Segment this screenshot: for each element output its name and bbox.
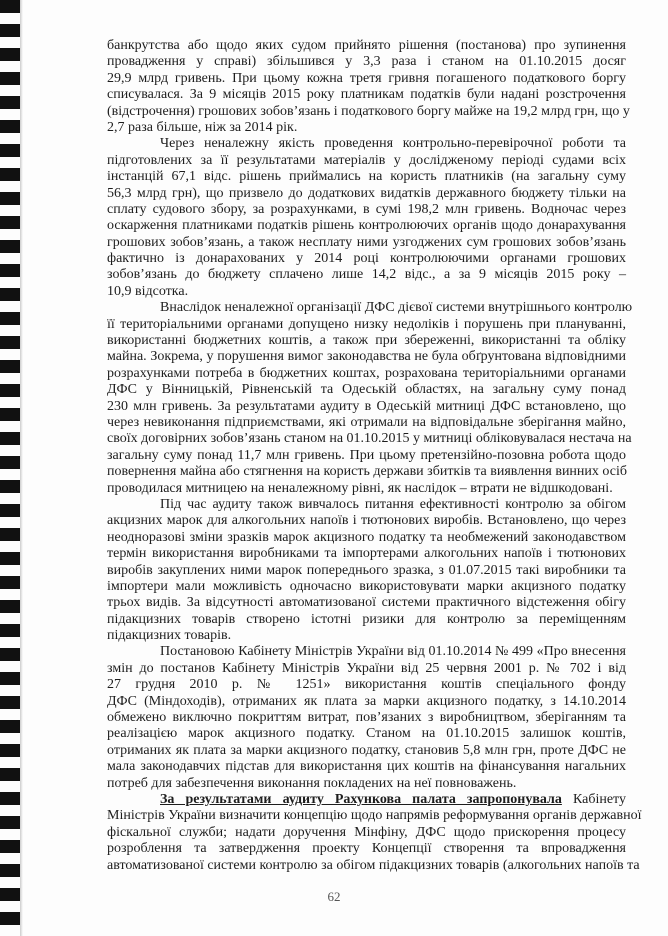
binding-holes bbox=[0, 0, 20, 936]
text-line: 2,7 раза більше, ніж за 2014 рік. bbox=[107, 119, 298, 135]
text-line: підакцизних товарів створено істотні ризики для контролю за переміщенням bbox=[107, 611, 626, 627]
text-line: 230 млн гривень. За результатами аудиту в Одеській митниці ДФС встановлено, що bbox=[107, 398, 626, 414]
text-line: 29,9 млрд гривень. При цьому кожна третя гривня погашеного податкового боргу bbox=[107, 70, 626, 86]
text-line: потреб для забезпечення виконання покладених на неї повноважень. bbox=[107, 775, 517, 791]
text-line: оскарження платниками податків рішень контролюючих органів щодо донарахування bbox=[107, 218, 626, 234]
text-line bbox=[107, 792, 626, 808]
text-line: проводилася митницею на неналежному рівні, як наслідок – втрати не відшкодовані. bbox=[107, 480, 613, 496]
text-line: фактично із донарахованих у 2014 році контролюючими органами грошових bbox=[107, 251, 626, 267]
text-line: сплату судового збору, за розрахунками, в сумі 198,2 млн гривень. Водночас через bbox=[107, 201, 626, 217]
text-line: провадження у справі) збільшився у 3,3 раза і станом на 01.10.2015 досяг bbox=[107, 54, 626, 70]
text-line: майна. Зокрема, у порушення вимог законодавства не була обґрунтована відповідними bbox=[107, 349, 626, 365]
text-line: через невиконання підприємствами, які отримали на відповідальне зберігання майно, bbox=[107, 414, 626, 430]
paragraph bbox=[107, 497, 626, 645]
text-line: списувалася. За 9 місяців 2015 року платникам податків були надані розстрочення bbox=[107, 87, 626, 103]
text-line: підготовлених за її результатами матеріалів у дослідженому періоді судами всіх bbox=[107, 152, 626, 168]
page-number: 62 bbox=[327, 889, 341, 904]
text-line: розроблення та затвердження проекту Концепції створення та впровадження bbox=[107, 841, 626, 857]
text-line: зобов’язань до бюджету сплачено лише 14,2 відс., а за 9 місяців 2015 року – bbox=[107, 267, 626, 283]
text-line: 27 грудня 2010 р. № 1251» використання коштів спеціального фонду bbox=[107, 677, 626, 693]
text-line: Внаслідок неналежної організації ДФС дієвої системи внутрішнього контролю bbox=[160, 300, 633, 316]
text-line: її територіальними органами допущено низку недоліків і порушень при плануванні, bbox=[107, 316, 626, 332]
text-line: імпортери мали можливість одночасно використовувати марки акцизного податку bbox=[107, 578, 626, 594]
text-run: Кабінету bbox=[561, 791, 626, 807]
text-line: неодноразові зміни зразків марок акцизного податку та необмежений законодавством bbox=[107, 529, 626, 545]
text-line: підакцизних товарів. bbox=[107, 628, 232, 644]
text-line: обмежено виключно покриттям витрат, пов’язаних з виробництвом, зберіганням та bbox=[107, 710, 626, 726]
text-line: термін використання виробниками та імпортерами алкогольних напоїв і тютюнових bbox=[107, 546, 626, 562]
text-line: Під час аудиту також вивчалось питання ефективності контролю за обігом bbox=[160, 496, 626, 512]
text-line: отриманих як плата за марки акцизного податку, становив 5,8 млн грн, проте ДФС не bbox=[107, 742, 626, 758]
text-line: змін до постанов Кабінету Міністрів України від 25 червня 2001 р. № 702 і від bbox=[107, 660, 626, 676]
text-line: (відстрочення) грошових зобов’язань і податкового боргу майже на 19,2 млрд грн, що у bbox=[107, 103, 630, 119]
text-line: Постановою Кабінету Міністрів України від 01.10.2014 № 499 «Про внесення bbox=[160, 644, 626, 660]
text-line: своїх договірних зобов’язань станом на 01.10.2015 у митниці обліковувалася нестача на bbox=[107, 431, 632, 447]
paragraph bbox=[107, 644, 626, 792]
text-line: Через неналежну якість проведення контрольно-перевірочної роботи та bbox=[160, 136, 626, 152]
text-line: трьох видів. За відсутності автоматизованої системи практичного відстеження обігу bbox=[107, 595, 626, 611]
text-line: 10,9 відсотка. bbox=[107, 283, 189, 299]
paragraph bbox=[107, 136, 626, 300]
paragraph bbox=[107, 300, 633, 497]
paragraph bbox=[107, 791, 642, 874]
text-line: виробів закуплених ними марок попереднього зразка, з 01.07.2015 такі виробники та bbox=[107, 562, 626, 578]
text-line: загальну суму понад 11,7 млн гривень. При цьому претензійно-позовна робота щодо bbox=[107, 447, 626, 463]
paragraph bbox=[107, 38, 630, 136]
text-line: фіскальної служби; надати доручення Мінфіну, ДФС щодо прискорення процесу bbox=[107, 824, 626, 840]
text-line: розрахунками потреба в бюджетних коштах, розрахована територіальними органами bbox=[107, 365, 626, 381]
text-line: інстанцій 67,1 відс. рішень приймались на користь платників (на загальну суму bbox=[107, 169, 626, 185]
text-line: ДФС (Міндоходів), отриманих як плата за марки акцизного податку, з 14.10.2014 bbox=[107, 693, 626, 709]
text-line: використанні бюджетних коштів, а також при збереженні, використанні та обліку bbox=[107, 333, 626, 349]
text-line: банкрутства або щодо яких судом прийнято рішення (постанова) про зупинення bbox=[107, 38, 626, 53]
text-line: ДФС у Вінницькій, Рівненській та Одеській областях, на загальну суму понад bbox=[107, 382, 626, 398]
text-line: автоматизованої системи контролю за обігом підакцизних товарів (алкогольних напоїв та bbox=[107, 857, 640, 873]
text-line: повернення майна або стягнення на користь держави збитків та виявлення винних осіб bbox=[107, 464, 627, 480]
text-line: 56,3 млрд грн), що призвело до додаткових видатків державного бюджету тільки на bbox=[107, 185, 626, 201]
emphasized-lead: За результатами аудиту Рахункова палата запропонувала bbox=[160, 791, 562, 807]
text-line: акцизних марок для алкогольних напоїв і тютюнових виробів. Встановлено, що через bbox=[107, 513, 626, 529]
document-body bbox=[107, 38, 642, 874]
text-line: грошових зобов’язань, а також несплату ними узгоджених сум грошових зобов’язань bbox=[107, 234, 626, 250]
text-line: Міністрів України визначити концепцію щодо напрямів реформування органів державної bbox=[107, 808, 642, 824]
text-line: мала законодавчих підстав для використання цих коштів на фінансування нагальних bbox=[107, 759, 626, 775]
text-line: реалізацією марок акцизного податку. Станом на 01.10.2015 залишок коштів, bbox=[107, 726, 626, 742]
